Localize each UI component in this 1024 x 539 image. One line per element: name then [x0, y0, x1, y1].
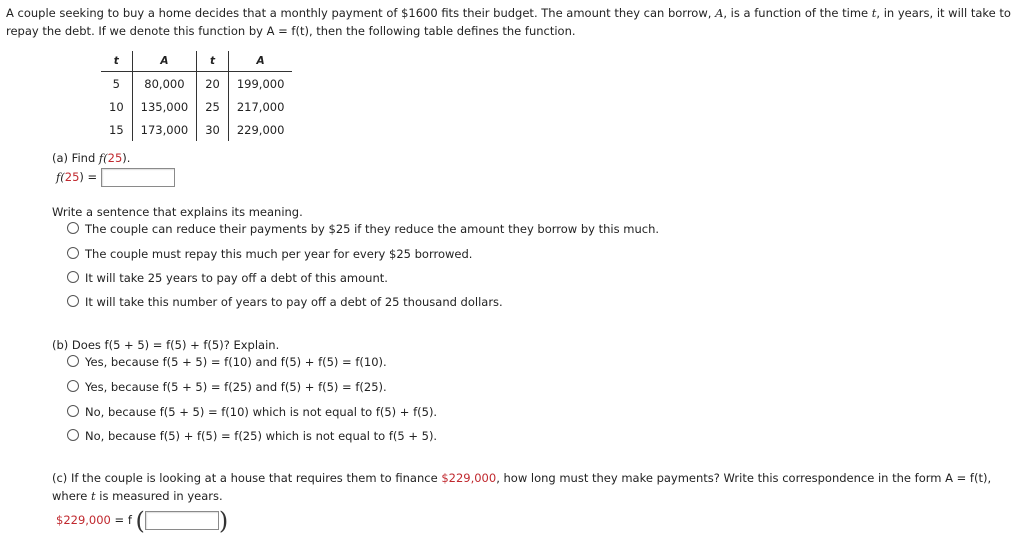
f25-answer-input[interactable] [101, 168, 175, 187]
radio-button[interactable] [67, 380, 79, 392]
table-row [101, 95, 292, 118]
table-row [101, 118, 292, 141]
close-paren: ) [218, 507, 229, 535]
part-a-option[interactable]: It will take this number of years to pay off a debt of 25 thousand dollars. [67, 295, 503, 309]
radio-button[interactable] [67, 429, 79, 441]
part-b-option[interactable]: No, because f(5) + f(5) = f(25) which is not equal to f(5 + 5). [67, 429, 437, 443]
radio-button[interactable] [67, 247, 79, 259]
table-cell: 217,000 [236, 99, 285, 114]
table-cell: 15 [101, 118, 132, 141]
part-a-option[interactable]: The couple must repay this much per year for every $25 borrowed. [67, 247, 472, 261]
table-cell: 173,000 [132, 118, 197, 141]
table-cell: 135,000 [132, 95, 197, 118]
table-header: t [197, 51, 229, 72]
table-row [101, 72, 292, 96]
years-answer-input[interactable] [145, 511, 219, 530]
part-b-option[interactable]: Yes, because f(5 + 5) = f(10) and f(5) + f(5) = f(10). [67, 355, 387, 369]
table-cell: 30 [197, 118, 229, 141]
table-cell: 25 [197, 95, 229, 118]
table-header: t [101, 51, 132, 72]
part-a-question: (a) Find f(25). [52, 151, 131, 165]
intro-text: A couple seeking to buy a home decides that a monthly payment of $1600 fits their budget. The amount they can borrow, A, is a function of the time t, in years, it will take to repay the debt. If we denote this function by A = f(t), then the following table defines the function. [6, 6, 1011, 38]
part-c-question-line2: where t is measured in years. [52, 489, 223, 503]
part-c-answer-row: $229,000 = f ( ) [56, 507, 229, 535]
table-header: A [132, 51, 197, 72]
table-cell: 229,000 [236, 122, 285, 137]
radio-button[interactable] [67, 355, 79, 367]
table-cell: 20 [197, 72, 229, 96]
radio-button[interactable] [67, 271, 79, 283]
part-a-option[interactable]: The couple can reduce their payments by $25 if they reduce the amount they borrow by this much. [67, 222, 659, 236]
part-c-question: (c) If the couple is looking at a house that requires them to finance $229,000, how long must they make payments? Write this correspondence in the form A = f(t), [52, 471, 992, 485]
radio-button[interactable] [67, 222, 79, 234]
open-paren: ( [135, 507, 145, 535]
table-header: A [228, 51, 292, 72]
part-b-option[interactable]: No, because f(5 + 5) = f(10) which is not equal to f(5) + f(5). [67, 405, 437, 419]
table-cell: 5 [101, 72, 132, 96]
table-cell: 10 [101, 95, 132, 118]
table-cell: 199,000 [236, 76, 285, 91]
part-a-sentence-prompt: Write a sentence that explains its meaning. [52, 205, 303, 219]
radio-button[interactable] [67, 295, 79, 307]
table-header-row [101, 51, 292, 72]
function-table [101, 51, 292, 141]
part-b-question: (b) Does f(5 + 5) = f(5) + f(5)? Explain. [52, 338, 280, 352]
table-cell: 80,000 [132, 72, 197, 96]
part-a-option[interactable]: It will take 25 years to pay off a debt of this amount. [67, 271, 388, 285]
part-a-answer-row: f(25) = [56, 168, 175, 187]
radio-button[interactable] [67, 405, 79, 417]
part-b-option[interactable]: Yes, because f(5 + 5) = f(25) and f(5) + f(5) = f(25). [67, 380, 387, 394]
